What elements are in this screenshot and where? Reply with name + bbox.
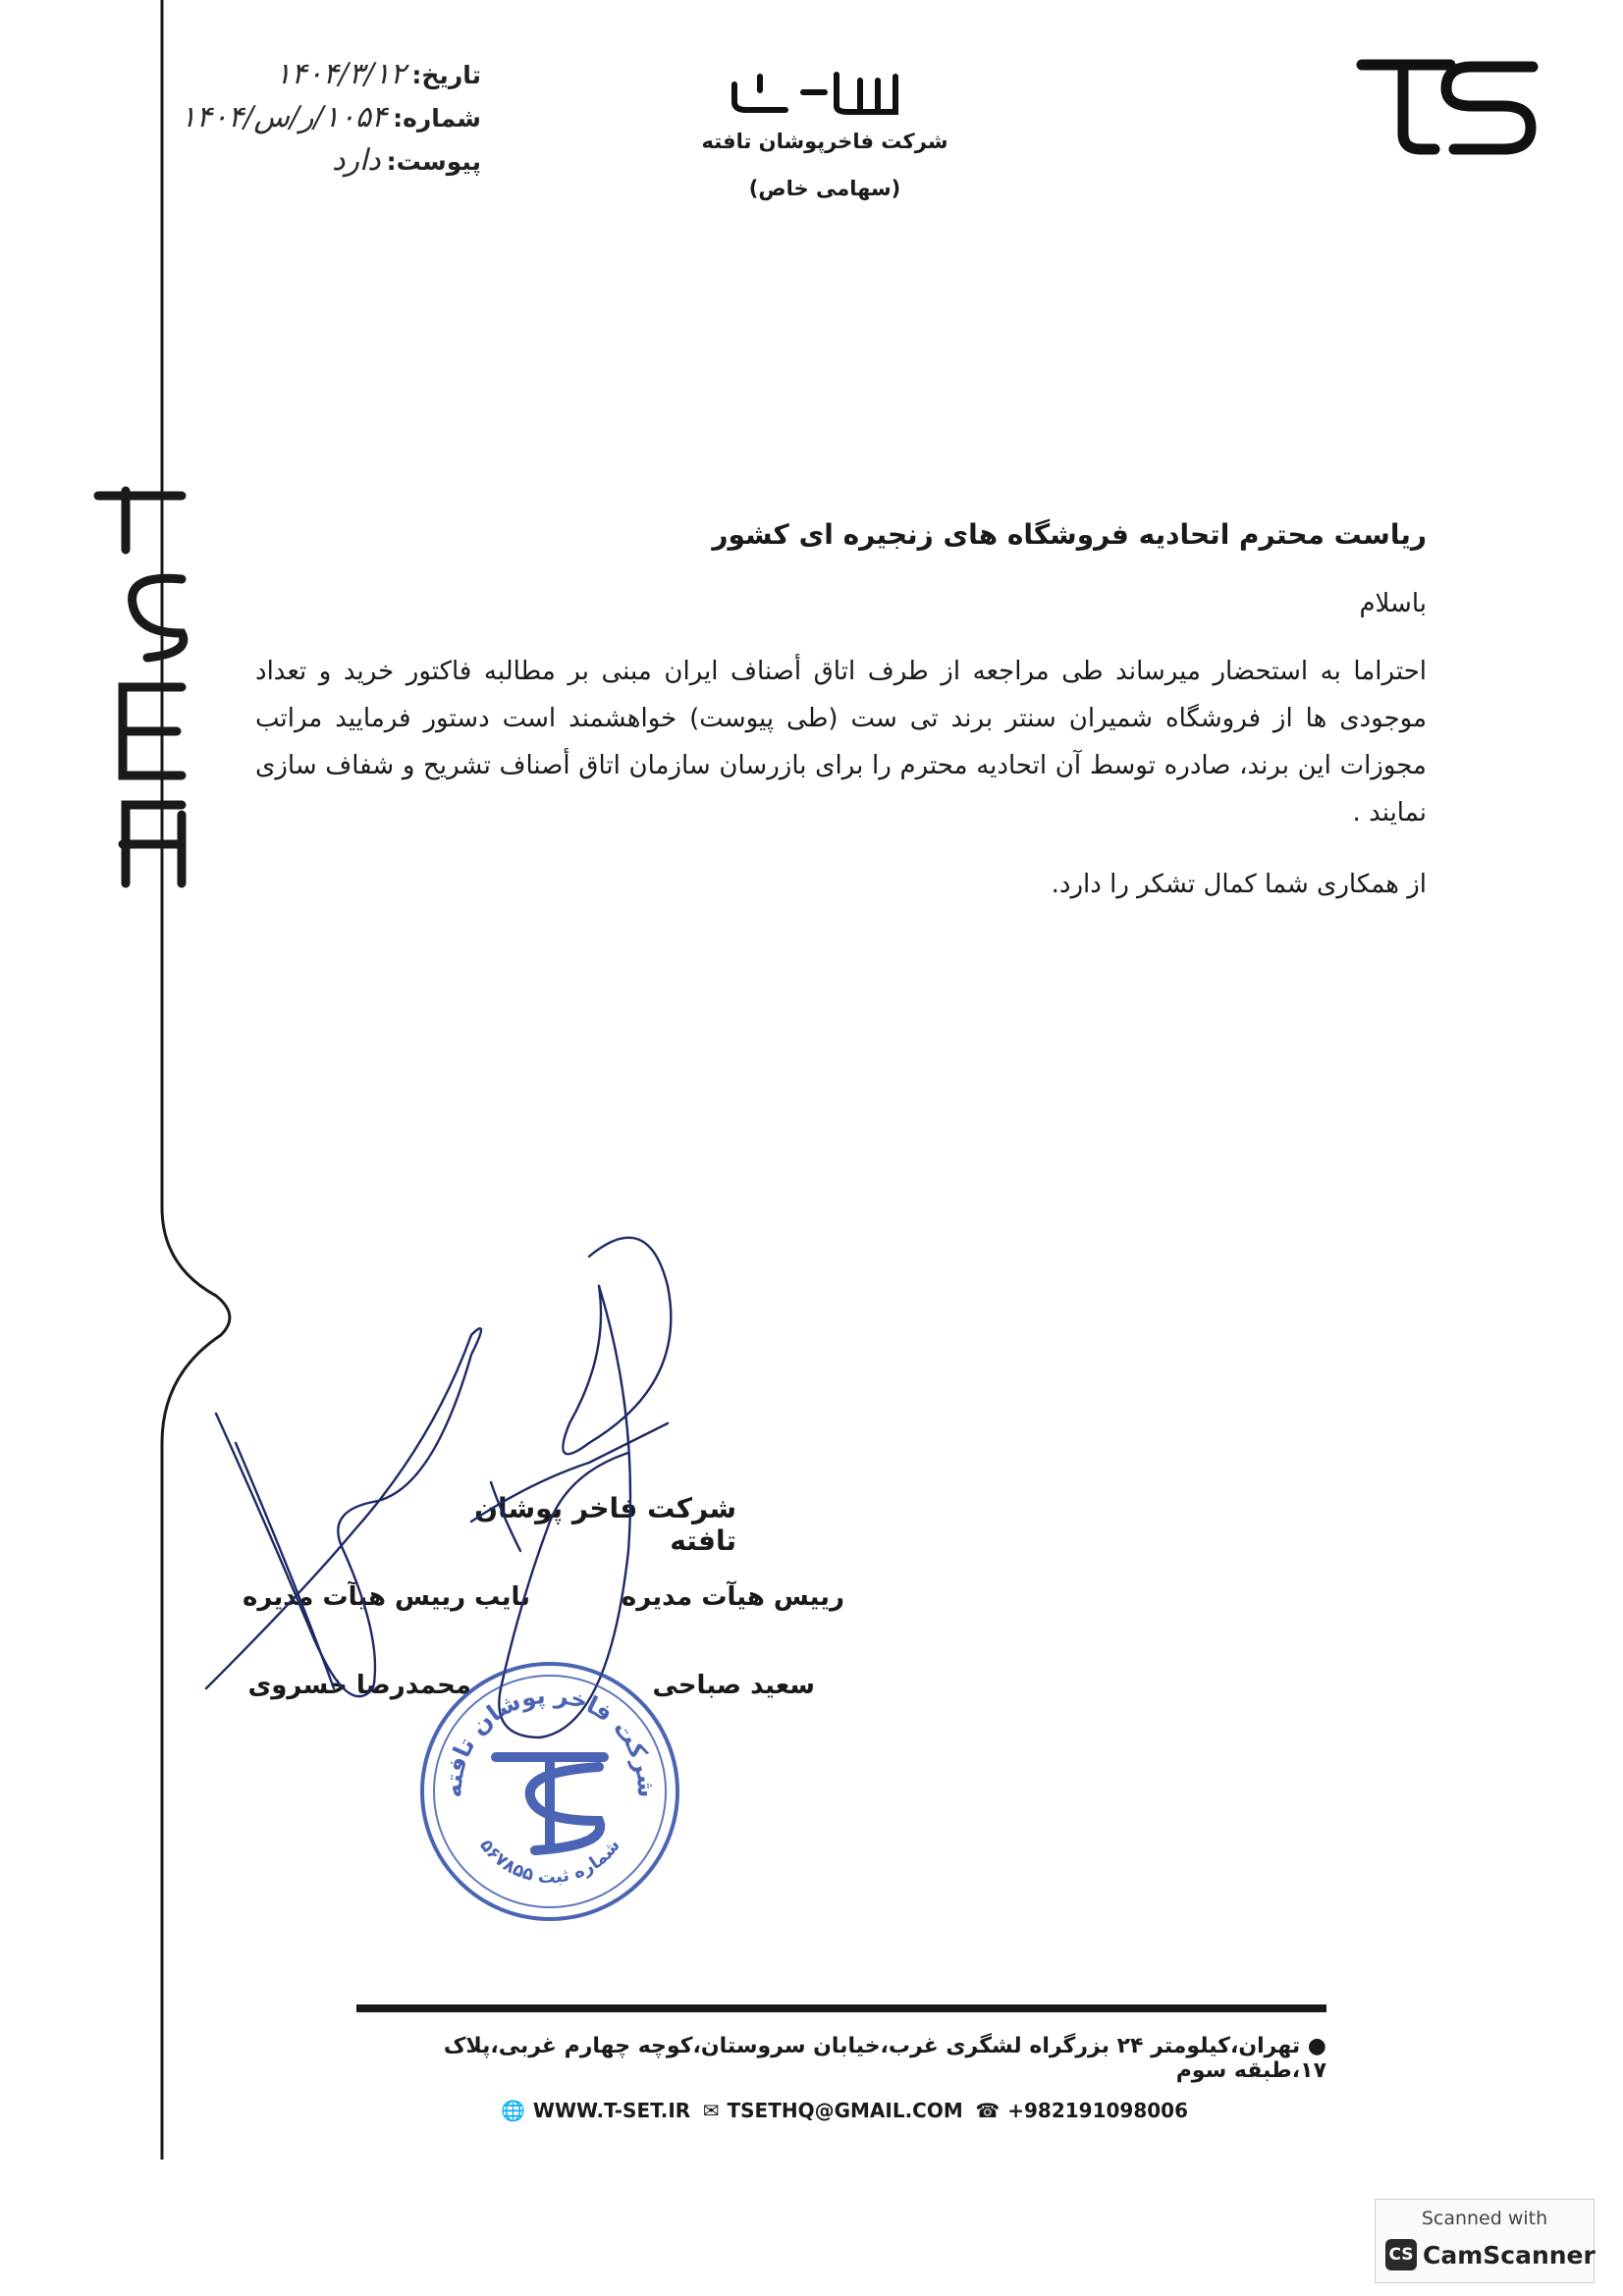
email-contact: [703, 2099, 963, 2122]
seal-ts-emblem-icon: [496, 1757, 604, 1850]
date-row: [157, 57, 481, 100]
scanned-with-text: Scanned with: [1421, 2208, 1548, 2229]
seal-reg-number: شماره ثبت ۵۶۷۸۵۵: [475, 1835, 624, 1889]
number-row: [157, 100, 481, 143]
ceo-title: رییس هیآت مدیره: [621, 1582, 844, 1612]
letter-meta: [157, 57, 481, 187]
phone-text: +982191098006: [1007, 2099, 1188, 2122]
deputy-title: نایب رییس هیآت مدیره: [243, 1582, 530, 1612]
footer-address: [356, 2034, 1326, 2083]
email-text: TSETHQ@GMAIL.COM: [727, 2099, 963, 2122]
deputy-name: محمدرضا خسروی: [247, 1671, 471, 1700]
seal-company-text: شرکت فاخر پوشان تافته: [439, 1681, 661, 1798]
number-value: ۱۰۵۴/ر/س/۱۴۰۴: [180, 100, 388, 134]
vertical-brand-mark-icon: [98, 491, 184, 883]
camscanner-badge: [1375, 2199, 1595, 2283]
signature-company: شرکت فاخر پوشان تافته: [474, 1492, 736, 1557]
website-text: WWW.T-SET.IR: [532, 2099, 691, 2122]
globe-icon: 🌐: [501, 2099, 525, 2122]
attachment-row: [157, 143, 481, 187]
greeting: باسلام: [1359, 589, 1427, 618]
attachment-label: پیوست:: [386, 147, 481, 176]
footer-divider: [356, 2004, 1326, 2012]
date-label: تاریخ:: [411, 61, 481, 89]
company-seal-stamp: [407, 1649, 692, 1934]
envelope-icon: ✉: [702, 2099, 720, 2122]
camscanner-brand: [1385, 2239, 1596, 2270]
company-type: (سهامی خاص): [748, 177, 901, 200]
location-pin-icon: ●: [1307, 2034, 1326, 2058]
phone-contact: [975, 2099, 1188, 2122]
camscanner-icon: CS: [1385, 2239, 1417, 2270]
company-name: شرکت فاخرپوشان تافته: [701, 130, 948, 153]
body-paragraph: احتراما به استحضار میرساند طی مراجعه از طرف اتاق أصناف ایران مبنی بر مطالبه فاکتور خرید و تعداد موجودی ها از فروشگاه شمیران سنتر برند تی ست (طی پیوست) خواهشمند است دستور فرمایید مراتب مجوزات این برند، صادره توسط آن اتحادیه محترم را برای بازرسان سازمان اتاق أصناف تشریح و شفاف سازی نمایند .: [255, 657, 1427, 828]
footer-contacts: [501, 2091, 1188, 2130]
closing-line: از همکاری شما کمال تشکر را دارد.: [1051, 870, 1427, 899]
brand-script-logo-icon: [727, 63, 903, 122]
attachment-value: دارد: [332, 143, 381, 178]
ts-logo-icon: [1356, 55, 1542, 157]
letter-body: [255, 514, 1427, 905]
ceo-name: سعید صباحی: [652, 1671, 815, 1700]
camscanner-name: CamScanner: [1423, 2240, 1596, 2269]
date-value: ۱۴۰۴/۳/۱۲: [275, 57, 406, 91]
recipient: ریاست محترم اتحادیه فروشگاه های زنجیره ای کشور: [712, 518, 1427, 551]
website-contact: [501, 2099, 690, 2122]
phone-icon: ☎: [975, 2099, 1001, 2122]
address-text: تهران،کیلومتر ۲۴ بزرگراه لشگری غرب،خیابان سروستان،کوچه چهارم غربی،پلاک ۱۷،طبقه سوم: [443, 2034, 1326, 2083]
number-label: شماره:: [393, 104, 481, 133]
left-decorative-border: [0, 0, 236, 2160]
